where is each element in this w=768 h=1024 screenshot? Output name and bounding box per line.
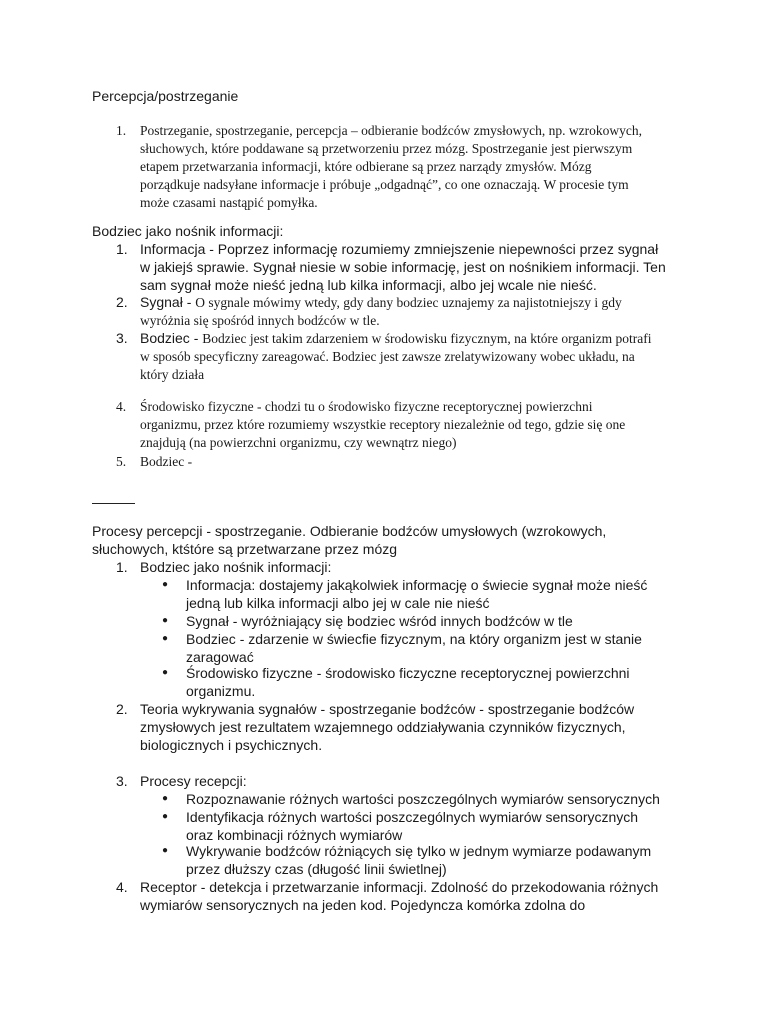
section3-intro (92, 522, 692, 558)
section2-item-4 (116, 398, 696, 452)
item-line: który działa (140, 367, 205, 382)
list-number: 3. (116, 330, 128, 346)
list-number: 4. (116, 879, 128, 895)
list-number: 4. (116, 399, 127, 414)
paragraph-line: może czasami nastąpić pomyłka. (140, 195, 318, 210)
bullet-dot: ● (162, 811, 169, 822)
section2-item-5 (116, 453, 696, 471)
section3-item-4 (116, 878, 696, 914)
horizontal-divider (92, 503, 135, 504)
item-line: zmysłowych jest rezultatem wzajemnego oddziaływania czynników fizycznych, (140, 719, 626, 735)
item-line: organizmu, przez które rozumiemy wszystkie receptory niezależnie od tego, gdzie się one (140, 417, 626, 432)
item-line: wyróżnia się spośród innych bodźców w tle. (140, 313, 380, 328)
bullet-line: Wykrywanie bodźców różniących się tylko w jednym wymiarze podawanym (186, 843, 652, 859)
bullet-line: przez dłuższy czas (długość linii świetlnej) (186, 861, 447, 877)
item-lead: Procesy recepcji: (140, 773, 247, 789)
list-number: 3. (116, 773, 128, 789)
bullet-line: oraz kombinacji różnych wymiarów (186, 827, 403, 843)
section3-item-2 (116, 700, 696, 754)
section3-item-1 (116, 558, 696, 700)
bullet-line: Bodziec - zdarzenie w świecfie fizycznym, na który organizm jest w stanie (186, 631, 642, 647)
bullet-dot: ● (162, 579, 169, 590)
list-number: 1. (116, 123, 127, 138)
list-number: 2. (116, 701, 128, 717)
bullet-dot: ● (162, 845, 169, 856)
item-line: Receptor - detekcja i przetwarzanie informacji. Zdolność do przekodowania różnych (140, 879, 659, 895)
paragraph-line: Procesy percepcji - spostrzeganie. Odbieranie bodźców umysłowych (wzrokowych, (92, 523, 607, 539)
list-number: 2. (116, 294, 128, 310)
item-line: biologicznych i psychicznych. (140, 737, 323, 753)
list-number: 1. (116, 559, 128, 575)
bullet-line: jedną lub kilka informacji albo jej w cale nie nieść (186, 595, 490, 611)
bullet-dot: ● (162, 667, 169, 678)
bullet-line: Sygnał - wyróżniający się bodziec wśród innych bodźców w tle (186, 613, 573, 629)
paragraph-line: Postrzeganie, spostrzeganie, percepcja – odbieranie bodźców zmysłowych, np. wzrokowych, (140, 123, 642, 138)
section1-item-1 (116, 122, 696, 214)
item-term: Bodziec - (140, 330, 203, 346)
bullet-dot: ● (162, 633, 169, 644)
item-lead: Informacja - Poprzez informację rozumiemy zmniejszenie niepewności przez sygnał (140, 241, 659, 257)
paragraph-line: słuchowych, które poddawane są przetworzeniu przez mózg. Spostrzeganie jest pierwszym (140, 141, 633, 156)
paragraph-line: słuchowych, ktśtóre są przetwarzane przez mózg (92, 541, 398, 557)
list-number: 1. (116, 241, 128, 257)
item-line: sam sygnał może nieść jedną lub kilka informacji, albo jej wcale nie nieść. (140, 277, 597, 293)
item-line: w jakiejś sprawie. Sygnał niesie w sobie informację, jest on nośnikiem informacji. Ten (140, 259, 666, 275)
item-line: wymiarów sensorycznych na jeden kod. Pojedyncza komórka zdolna do (140, 897, 586, 913)
item-lead: Bodziec jako nośnik informacji: (140, 559, 332, 575)
section3-item-3 (116, 772, 696, 878)
bullet-line: Środowisko fizyczne - środowisko ficzyczne receptorycznej powierzchni (186, 665, 630, 681)
item-line: Teoria wykrywania sygnałów - spostrzeganie bodźców - spostrzeganie bodźców (140, 701, 635, 717)
paragraph-line: etapem przetwarzania informacji, które odbierane są przez narządy zmysłów. Mózg (140, 159, 592, 174)
paragraph-line: porządkuje nadsyłane informacje i próbuje „odgadnąć”, co one oznaczają. W procesie tym (140, 177, 629, 192)
list-number: 5. (116, 454, 127, 469)
section2-heading: Bodziec jako nośnik informacji: (92, 223, 284, 239)
section2-item-1 (116, 240, 696, 294)
bullet-dot: ● (162, 615, 169, 626)
item-line: w sposób specyficzny zareagować. Bodziec jest zawsze zrelatywizowany wobec układu, na (140, 349, 635, 364)
item-definition: O sygnale mówimy wtedy, gdy dany bodziec uznajemy za najistotniejszy i gdy (195, 295, 622, 310)
item-term: Sygnał - (140, 294, 196, 310)
item-line: znajdują (na powierzchni organizmu, czy wewnątrz niego) (140, 435, 457, 450)
item-lead: Środowisko fizyczne - chodzi tu o środowisko fizyczne receptorycznej powierzchni (140, 399, 593, 414)
bullet-line: zaragować (186, 649, 254, 665)
item-lead: Bodziec - (140, 454, 193, 469)
section2-item-3 (116, 329, 696, 383)
bullet-line: Rozpoznawanie różnych wartości poszczególnych wymiarów sensorycznych (186, 791, 660, 807)
document-title: Percepcja/postrzeganie (92, 88, 239, 104)
bullet-line: organizmu. (186, 683, 256, 699)
bullet-dot: ● (162, 793, 169, 804)
item-definition: Bodziec jest takim zdarzeniem w środowisku fizycznym, na które organizm potrafi (202, 331, 652, 346)
bullet-line: Identyfikacja różnych wartości poszczególnych wymiarów sensorycznych (186, 809, 639, 825)
section2-item-2 (116, 293, 696, 329)
bullet-line: Informacja: dostajemy jakąkolwiek informację o świecie sygnał może nieść (186, 577, 648, 593)
